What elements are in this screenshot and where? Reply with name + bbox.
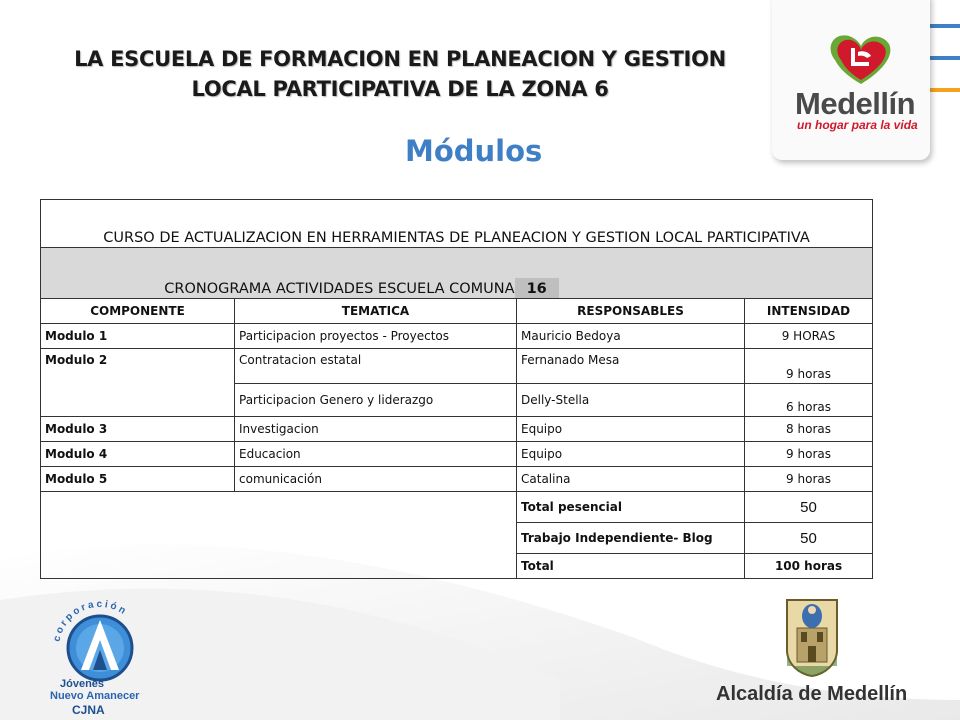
componente-cell: Modulo 1 — [41, 324, 235, 349]
tematica-cell: Participacion proyectos - Proyectos — [235, 324, 517, 349]
column-header-intensidad: INTENSIDAD — [745, 299, 873, 324]
alcaldia-label: Alcaldía de Medellín — [716, 683, 908, 705]
schedule-table-container — [40, 199, 874, 583]
medellin-tagline: un hogar para la vida — [797, 118, 918, 132]
course-title-row — [41, 200, 873, 248]
responsable-cell: Mauricio Bedoya — [517, 324, 745, 349]
total-value-cell: 50 — [745, 523, 873, 554]
total-label-cell: Total — [517, 554, 745, 579]
tematica-cell: Educacion — [235, 442, 517, 467]
medellin-coat-of-arms — [783, 594, 841, 678]
total-label-cell: Trabajo Independiente- Blog — [517, 523, 745, 554]
column-header-responsables: RESPONSABLES — [517, 299, 745, 324]
cjna-line-2: Nuevo Amanecer — [50, 690, 140, 702]
schedule-title: CRONOGRAMA ACTIVIDADES ESCUELA COMUNA — [164, 281, 515, 297]
intensidad-cell: 9 horas — [745, 442, 873, 467]
course-title: CURSO DE ACTUALIZACION EN HERRAMIENTAS DE PLANEACION Y GESTION LOCAL PARTICIPATIVA — [41, 200, 873, 248]
tematica-cell: comunicación — [235, 467, 517, 492]
componente-cell: Modulo 5 — [41, 467, 235, 492]
medellin-heart-logo — [825, 30, 895, 86]
total-label-cell: Total pesencial — [517, 492, 745, 523]
responsable-cell: Equipo — [517, 442, 745, 467]
page-title — [20, 44, 780, 104]
schedule-table — [40, 199, 873, 579]
title-line-2: LOCAL PARTICIPATIVA DE LA ZONA 6 — [191, 77, 609, 101]
table-header-row — [41, 299, 873, 324]
cjna-line-1: Jóvenes — [60, 678, 105, 690]
totals-row — [41, 492, 873, 523]
totals-spacer — [41, 492, 517, 579]
total-value-cell: 50 — [745, 492, 873, 523]
schedule-title-row — [41, 248, 873, 299]
componente-cell: Modulo 2 — [41, 349, 235, 417]
tematica-cell: Investigacion — [235, 417, 517, 442]
table-row — [41, 417, 873, 442]
tematica-cell: Contratacion estatal — [235, 349, 517, 384]
tematica-cell: Participacion Genero y liderazgo — [235, 384, 517, 417]
table-row — [41, 467, 873, 492]
table-row — [41, 442, 873, 467]
intensidad-cell: 9 horas — [745, 349, 873, 384]
comuna-number-badge: 16 — [515, 278, 559, 299]
intensidad-cell: 9 HORAS — [745, 324, 873, 349]
column-header-componente: COMPONENTE — [41, 299, 235, 324]
responsable-cell: Catalina — [517, 467, 745, 492]
responsable-cell: Fernanado Mesa — [517, 349, 745, 384]
column-header-tematica: TEMATICA — [235, 299, 517, 324]
responsable-cell: Delly-Stella — [517, 384, 745, 417]
title-line-1: LA ESCUELA DE FORMACION EN PLANEACION Y GESTION — [74, 47, 726, 71]
page-subtitle: Módulos — [405, 134, 543, 168]
intensidad-cell: 8 horas — [745, 417, 873, 442]
intensidad-cell: 9 horas — [745, 467, 873, 492]
cjna-arc-text: corporación — [51, 598, 130, 643]
componente-cell: Modulo 3 — [41, 417, 235, 442]
schedule-title-cell — [41, 248, 873, 299]
table-row — [41, 349, 873, 384]
responsable-cell: Equipo — [517, 417, 745, 442]
table-row — [41, 324, 873, 349]
componente-cell: Modulo 4 — [41, 442, 235, 467]
total-value-cell: 100 horas — [745, 554, 873, 579]
intensidad-cell: 6 horas — [745, 384, 873, 417]
medellin-brand-text: Medellín — [795, 86, 916, 121]
cjna-line-3: CJNA — [72, 703, 105, 717]
brand-color-lines — [928, 24, 960, 120]
